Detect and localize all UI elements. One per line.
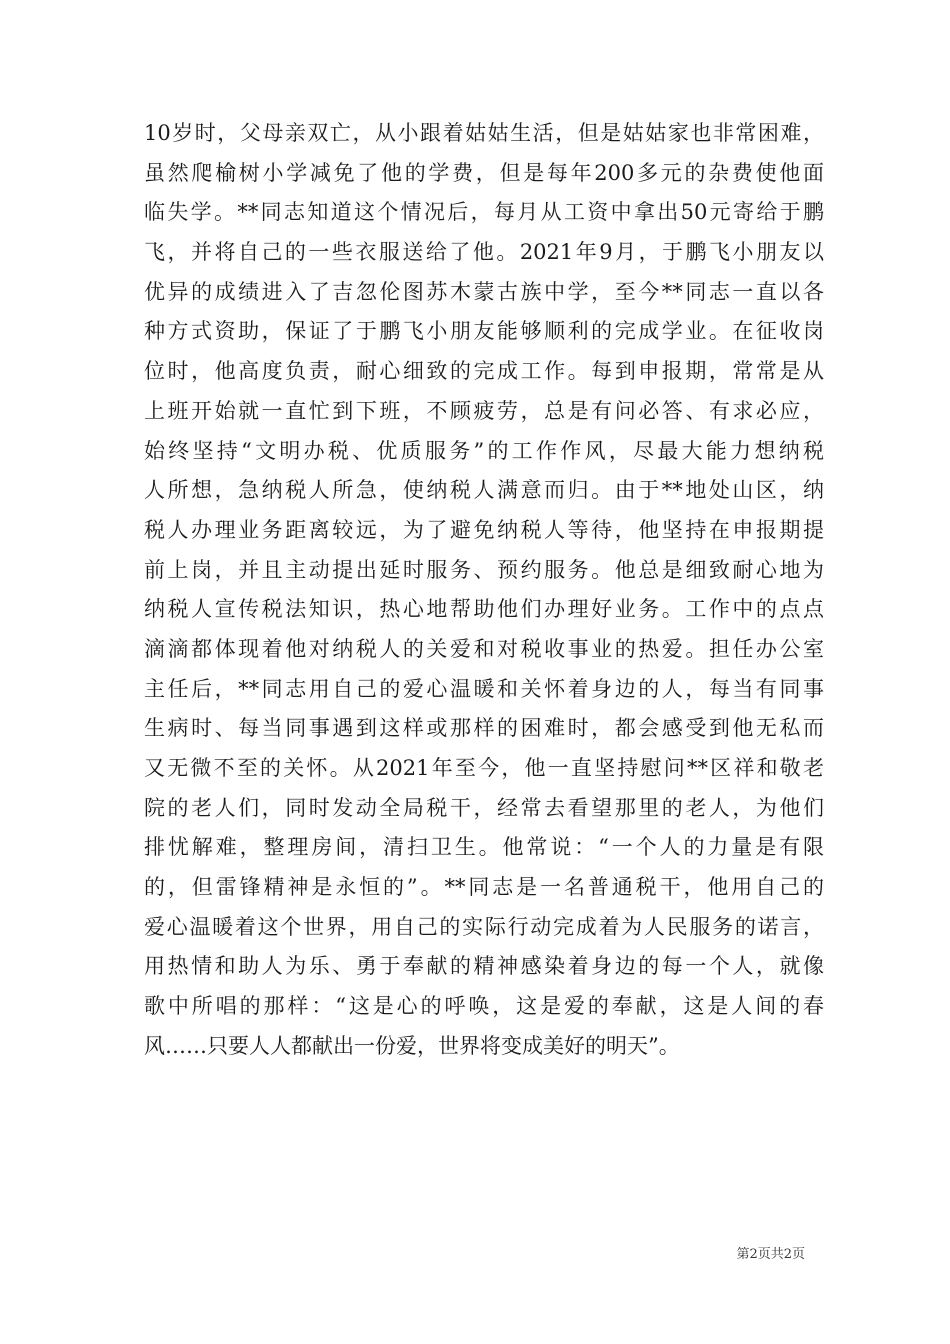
- text-line: 风……只要人人都献出一份爱，世界将变成美好的明天”。: [144, 1033, 680, 1058]
- text-line: 上班开始就一直忙到下班，不顾疲劳，总是有问必答、有求必应，: [144, 398, 824, 423]
- text-line: 用热情和助人为乐、勇于奉献的精神感染着身边的每一个人，就像: [144, 954, 824, 979]
- text-line: 前上岗，并且主动提出延时服务、预约服务。他总是细致耐心地为: [144, 557, 824, 582]
- text-line: 税人办理业务距离较远，为了避免纳税人等待，他坚持在申报期提: [144, 517, 824, 542]
- text-line: 始终坚持“文明办税、优质服务”的工作作风，尽最大能力想纳税: [144, 438, 824, 463]
- text-line: 爱心温暖着这个世界，用自己的实际行动完成着为人民服务的诺言，: [144, 914, 824, 939]
- text-line: 又无微不至的关怀。从2021年至今，他一直坚持慰问**区祥和敬老: [144, 756, 824, 780]
- text-line: 纳税人宣传税法知识，热心地帮助他们办理好业务。工作中的点点: [144, 597, 824, 622]
- page-number: 第2页共2页: [736, 1247, 805, 1262]
- text-line: 优异的成绩进入了吉忽伦图苏木蒙古族中学，至今**同志一直以各: [144, 279, 824, 304]
- text-line: 虽然爬榆树小学减免了他的学费，但是每年200多元的杂费使他面: [144, 160, 824, 185]
- text-line: 的，但雷锋精神是永恒的”。**同志是一名普通税干，他用自己的: [144, 875, 824, 900]
- text-line: 院的老人们，同时发动全局税干，经常去看望那里的老人，为他们: [144, 795, 824, 820]
- body-paragraph: [144, 114, 824, 1067]
- text-line: 主任后，**同志用自己的爱心温暖和关怀着身边的人，每当有同事: [144, 676, 824, 701]
- text-line: 种方式资助，保证了于鹏飞小朋友能够顺利的完成学业。在征收岗: [144, 319, 824, 344]
- text-line: 10岁时，父母亲双亡，从小跟着姑姑生活，但是姑姑家也非常困难，: [144, 121, 824, 145]
- text-line: 歌中所唱的那样：“这是心的呼唤，这是爱的奉献，这是人间的春: [144, 994, 824, 1019]
- text-line: 生病时、每当同事遇到这样或那样的困难时，都会感受到他无私而: [144, 716, 824, 741]
- text-line: 临失学。**同志知道这个情况后，每月从工资中拿出50元寄给于鹏: [144, 200, 824, 225]
- text-line: 人所想，急纳税人所急，使纳税人满意而归。由于**地处山区，纳: [144, 478, 824, 503]
- text-line: 位时，他高度负责，耐心细致的完成工作。每到申报期，常常是从: [144, 359, 824, 384]
- text-line: 滴滴都体现着他对纳税人的关爱和对税收事业的热爱。担任办公室: [144, 636, 824, 661]
- text-line: 飞，并将自己的一些衣服送给了他。2021年9月，于鹏飞小朋友以: [144, 240, 824, 265]
- text-line: 排忧解难，整理房间，清扫卫生。他常说：“一个人的力量是有限: [144, 835, 824, 860]
